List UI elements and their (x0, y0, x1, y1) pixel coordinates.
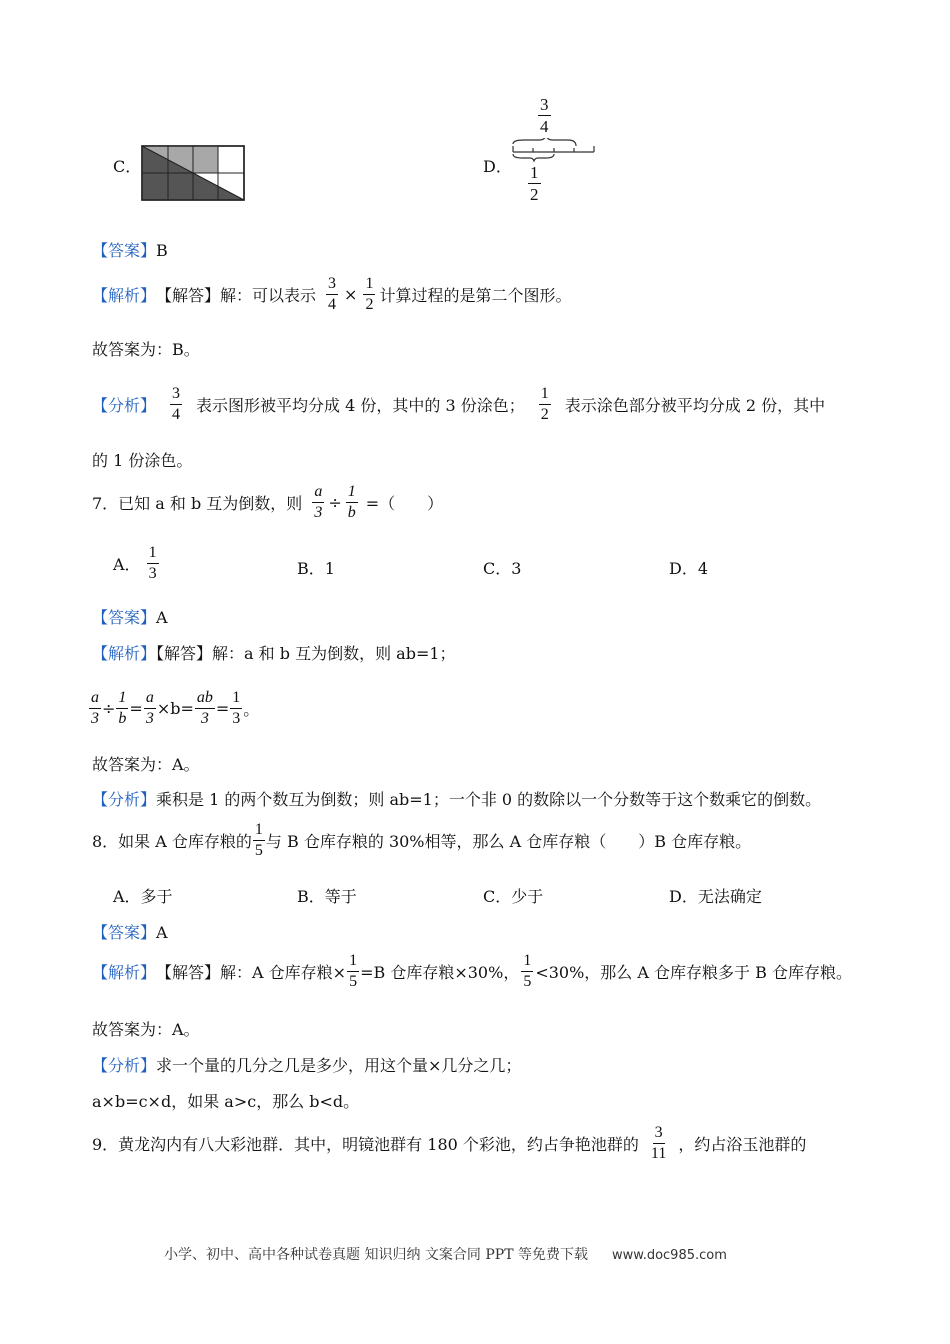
q8-analysis: 【解析】 【解答】 解：A 仓库存粮× $\frac{1}{5}$ =B 仓库存粮×30%， $\frac{1}{5}$ <30%，那么 A 仓库存粮多于 B 仓库存粮。 (92, 952, 852, 990)
q6-conclusion: 故答案为：B。 (92, 340, 200, 359)
option-d-label: D． (483, 157, 512, 176)
q7-answer: 【答案】A (92, 608, 168, 627)
q7-fenxi: 【分析】乘积是 1 的两个数互为倒数；则 ab=1；一个非 0 的数除以一个分数等于这个数乘它的倒数。 (92, 790, 822, 809)
q8-option-c: C．少于 (483, 887, 544, 906)
q8-option-b: B．等于 (297, 887, 357, 906)
q6-answer: 【答案】B (92, 241, 168, 260)
q9-stem: 9．黄龙沟内有八大彩池群．其中，明镜池群有 180 个彩池，约占争艳池群的 $\frac{3}{11}$ ，约占浴玉池群的 (92, 1124, 807, 1162)
q8-fenxi: 【分析】求一个量的几分之几是多少，用这个量×几分之几； (92, 1056, 522, 1075)
q7-option-a: A． $\frac{1}{3}$ (113, 544, 157, 582)
option-d-figure-top-fraction: $\frac{3}{4}$ (540, 95, 549, 136)
q7-conclusion: 故答案为：A。 (92, 755, 200, 774)
q7-option-b: B．1 (297, 559, 335, 578)
option-c-label: C． (113, 157, 142, 176)
option-c-figure (141, 145, 245, 201)
q6-fenxi-line2: 的 1 份涂色。 (92, 451, 193, 470)
q8-fenxi-line2: a×b=c×d，如果 a>c，那么 b<d。 (92, 1092, 360, 1111)
page-footer: 小学、初中、高中各种试卷真题 知识归纳 文案合同 PPT 等免费下载 www.doc985.com (164, 1247, 727, 1263)
q7-analysis: 【解析】【解答】解：a 和 b 互为倒数，则 ab=1； (92, 644, 456, 663)
q8-option-a: A．多于 (113, 887, 173, 906)
footer-site-link[interactable]: www.doc985.com (611, 1248, 727, 1263)
q7-calculation: $\frac{a}{3}$ ÷ $\frac{1}{b}$ = $\frac{a}{3}$ ×b= $\frac{ab}{3}$ = $\frac{1}{3}$ 。 (91, 689, 260, 727)
q6-fenxi: 【分析】 $\frac{3}{4}$ 表示图形被平均分成 4 份，其中的 3 份涂色； $\frac{1}{2}$ 表示涂色部分被平均分成 2 份，其中 (92, 385, 826, 423)
q7-stem: 7．已知 a 和 b 互为倒数，则 $\frac{a}{3}$ ÷ $\frac{1}{b}$ =（ ） (92, 483, 444, 521)
q8-conclusion: 故答案为：A。 (92, 1020, 200, 1039)
option-d-figure-bottom-fraction: $\frac{1}{2}$ (530, 163, 539, 204)
q8-stem: 8．如果 A 仓库存粮的 $\frac{1}{5}$ 与 B 仓库存粮的 30%相等，那么 A 仓库存粮（ ）B 仓库存粮。 (92, 821, 752, 859)
q7-option-c: C．3 (483, 559, 522, 578)
q6-analysis: 【解析】 【解答】 解：可以表示 $\frac{3}{4}$ × $\frac{1}{2}$ 计算过程的是第二个图形。 (92, 275, 572, 313)
option-d-bracket-figure (510, 138, 600, 162)
q8-option-d: D．无法确定 (669, 887, 762, 906)
q8-answer: 【答案】A (92, 923, 168, 942)
q7-option-d: D．4 (669, 559, 709, 578)
